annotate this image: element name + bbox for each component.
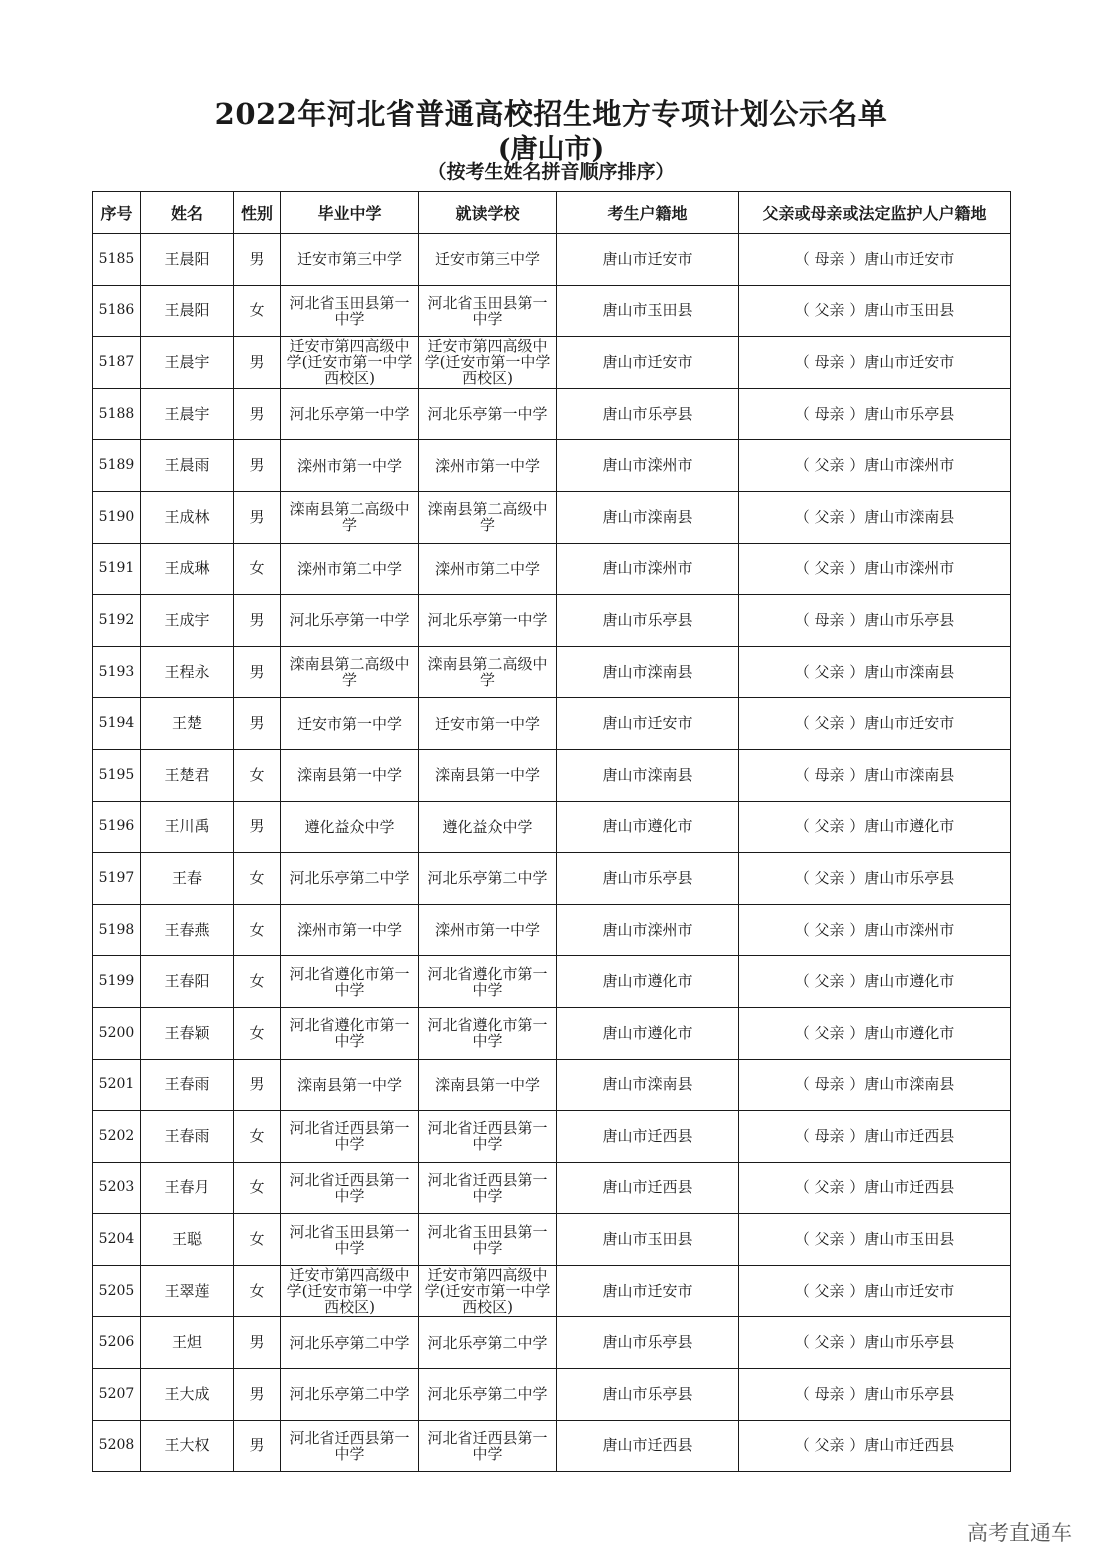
gender-cell: 女 (234, 1111, 281, 1163)
seq-cell: 5185 (93, 234, 141, 286)
seq-cell: 5204 (93, 1214, 141, 1266)
table-row (93, 1369, 1011, 1421)
current-school-cell: 滦州市第一中学 (419, 904, 557, 956)
grad-school-cell: 滦南县第一中学 (281, 1059, 419, 1111)
grad-school-cell: 滦南县第二高级中学 (281, 646, 419, 698)
seq-cell: 5197 (93, 853, 141, 905)
gender-cell: 男 (234, 595, 281, 647)
current-school-cell: 河北省遵化市第一中学 (419, 1007, 557, 1059)
residence-cell: 唐山市玉田县 (557, 285, 739, 337)
residence-cell: 唐山市滦州市 (557, 543, 739, 595)
column-header: 毕业中学 (281, 192, 419, 234)
guardian-residence-cell: （ 母亲 ）唐山市迁安市 (739, 337, 1011, 389)
residence-cell: 唐山市遵化市 (557, 1007, 739, 1059)
name-cell: 王晨阳 (141, 285, 234, 337)
residence-cell: 唐山市迁西县 (557, 1111, 739, 1163)
seq-cell: 5188 (93, 388, 141, 440)
gender-cell: 男 (234, 234, 281, 286)
grad-school-cell: 河北乐亭第二中学 (281, 853, 419, 905)
grad-school-cell: 遵化益众中学 (281, 801, 419, 853)
grad-school-cell: 滦南县第一中学 (281, 749, 419, 801)
current-school-cell: 迁安市第四高级中学(迁安市第一中学西校区) (419, 337, 557, 389)
grad-school-cell: 河北乐亭第一中学 (281, 388, 419, 440)
gender-cell: 女 (234, 1214, 281, 1266)
seq-cell: 5196 (93, 801, 141, 853)
current-school-cell: 滦州市第二中学 (419, 543, 557, 595)
column-header: 姓名 (141, 192, 234, 234)
table-row (93, 1111, 1011, 1163)
name-cell: 王晨阳 (141, 234, 234, 286)
seq-cell: 5193 (93, 646, 141, 698)
table-row (93, 337, 1011, 389)
seq-cell: 5187 (93, 337, 141, 389)
gender-cell: 女 (234, 853, 281, 905)
residence-cell: 唐山市滦州市 (557, 440, 739, 492)
residence-cell: 唐山市遵化市 (557, 801, 739, 853)
table-row (93, 234, 1011, 286)
table-row (93, 801, 1011, 853)
current-school-cell: 遵化益众中学 (419, 801, 557, 853)
admission-list-table (92, 191, 1011, 1472)
table-row (93, 904, 1011, 956)
grad-school-cell: 河北乐亭第二中学 (281, 1317, 419, 1369)
grad-school-cell: 迁安市第三中学 (281, 234, 419, 286)
table-row (93, 1007, 1011, 1059)
grad-school-cell: 迁安市第四高级中学(迁安市第一中学西校区) (281, 337, 419, 389)
current-school-cell: 河北乐亭第二中学 (419, 853, 557, 905)
current-school-cell: 河北省玉田县第一中学 (419, 285, 557, 337)
guardian-residence-cell: （ 母亲 ）唐山市滦南县 (739, 1059, 1011, 1111)
seq-cell: 5201 (93, 1059, 141, 1111)
city-subtitle: (唐山市) (497, 134, 605, 165)
grad-school-cell: 迁安市第一中学 (281, 698, 419, 750)
guardian-residence-cell: （ 父亲 ）唐山市玉田县 (739, 285, 1011, 337)
residence-cell: 唐山市迁西县 (557, 1162, 739, 1214)
seq-cell: 5191 (93, 543, 141, 595)
current-school-cell: 滦南县第一中学 (419, 1059, 557, 1111)
table-row (93, 440, 1011, 492)
residence-cell: 唐山市滦州市 (557, 904, 739, 956)
residence-cell: 唐山市滦南县 (557, 491, 739, 543)
current-school-cell: 滦南县第二高级中学 (419, 646, 557, 698)
grad-school-cell: 迁安市第四高级中学(迁安市第一中学西校区) (281, 1265, 419, 1317)
current-school-cell: 迁安市第三中学 (419, 234, 557, 286)
name-cell: 王楚君 (141, 749, 234, 801)
name-cell: 王春雨 (141, 1111, 234, 1163)
name-cell: 王晨宇 (141, 337, 234, 389)
seq-cell: 5202 (93, 1111, 141, 1163)
guardian-residence-cell: （ 父亲 ）唐山市迁西县 (739, 1420, 1011, 1472)
residence-cell: 唐山市乐亭县 (557, 1369, 739, 1421)
seq-cell: 5192 (93, 595, 141, 647)
guardian-residence-cell: （ 父亲 ）唐山市滦南县 (739, 646, 1011, 698)
gender-cell: 女 (234, 904, 281, 956)
grad-school-cell: 河北省遵化市第一中学 (281, 1007, 419, 1059)
guardian-residence-cell: （ 母亲 ）唐山市乐亭县 (739, 1369, 1011, 1421)
name-cell: 王楚 (141, 698, 234, 750)
grad-school-cell: 河北省玉田县第一中学 (281, 1214, 419, 1266)
grad-school-cell: 滦州市第二中学 (281, 543, 419, 595)
seq-cell: 5207 (93, 1369, 141, 1421)
guardian-residence-cell: （ 父亲 ）唐山市遵化市 (739, 1007, 1011, 1059)
seq-cell: 5203 (93, 1162, 141, 1214)
name-cell: 王晨雨 (141, 440, 234, 492)
current-school-cell: 河北乐亭第二中学 (419, 1369, 557, 1421)
gender-cell: 男 (234, 801, 281, 853)
gender-cell: 女 (234, 956, 281, 1008)
guardian-residence-cell: （ 母亲 ）唐山市乐亭县 (739, 595, 1011, 647)
gender-cell: 男 (234, 698, 281, 750)
gender-cell: 女 (234, 543, 281, 595)
seq-cell: 5205 (93, 1265, 141, 1317)
name-cell: 王翠莲 (141, 1265, 234, 1317)
seq-cell: 5208 (93, 1420, 141, 1472)
grad-school-cell: 河北省玉田县第一中学 (281, 285, 419, 337)
guardian-residence-cell: （ 母亲 ）唐山市乐亭县 (739, 388, 1011, 440)
column-header: 父亲或母亲或法定监护人户籍地 (739, 192, 1011, 234)
current-school-cell: 河北省迁西县第一中学 (419, 1420, 557, 1472)
gender-cell: 女 (234, 1162, 281, 1214)
seq-cell: 5199 (93, 956, 141, 1008)
table-row (93, 1265, 1011, 1317)
residence-cell: 唐山市迁西县 (557, 1420, 739, 1472)
gender-cell: 男 (234, 491, 281, 543)
table-row (93, 956, 1011, 1008)
residence-cell: 唐山市乐亭县 (557, 1317, 739, 1369)
current-school-cell: 河北省玉田县第一中学 (419, 1214, 557, 1266)
table-row (93, 853, 1011, 905)
gender-cell: 男 (234, 646, 281, 698)
seq-cell: 5190 (93, 491, 141, 543)
name-cell: 王春雨 (141, 1059, 234, 1111)
seq-cell: 5200 (93, 1007, 141, 1059)
seq-cell: 5189 (93, 440, 141, 492)
seq-cell: 5186 (93, 285, 141, 337)
residence-cell: 唐山市迁安市 (557, 337, 739, 389)
residence-cell: 唐山市迁安市 (557, 234, 739, 286)
residence-cell: 唐山市迁安市 (557, 1265, 739, 1317)
residence-cell: 唐山市遵化市 (557, 956, 739, 1008)
table-row (93, 1317, 1011, 1369)
guardian-residence-cell: （ 母亲 ）唐山市迁西县 (739, 1111, 1011, 1163)
guardian-residence-cell: （ 父亲 ）唐山市迁安市 (739, 1265, 1011, 1317)
table-row (93, 595, 1011, 647)
table-row (93, 285, 1011, 337)
table-row (93, 388, 1011, 440)
current-school-cell: 河北省遵化市第一中学 (419, 956, 557, 1008)
current-school-cell: 河北乐亭第二中学 (419, 1317, 557, 1369)
guardian-residence-cell: （ 父亲 ）唐山市乐亭县 (739, 853, 1011, 905)
guardian-residence-cell: （ 父亲 ）唐山市迁安市 (739, 698, 1011, 750)
grad-school-cell: 滦州市第一中学 (281, 440, 419, 492)
table-row (93, 646, 1011, 698)
name-cell: 王春燕 (141, 904, 234, 956)
name-cell: 王春 (141, 853, 234, 905)
gender-cell: 男 (234, 1420, 281, 1472)
gender-cell: 男 (234, 1317, 281, 1369)
guardian-residence-cell: （ 父亲 ）唐山市滦南县 (739, 491, 1011, 543)
current-school-cell: 河北省迁西县第一中学 (419, 1162, 557, 1214)
residence-cell: 唐山市乐亭县 (557, 595, 739, 647)
table-body (93, 234, 1011, 1472)
grad-school-cell: 河北省迁西县第一中学 (281, 1420, 419, 1472)
table-row (93, 1214, 1011, 1266)
name-cell: 王成宇 (141, 595, 234, 647)
grad-school-cell: 河北乐亭第二中学 (281, 1369, 419, 1421)
current-school-cell: 滦南县第一中学 (419, 749, 557, 801)
name-cell: 王春颖 (141, 1007, 234, 1059)
current-school-cell: 迁安市第一中学 (419, 698, 557, 750)
seq-cell: 5198 (93, 904, 141, 956)
column-header: 序号 (93, 192, 141, 234)
current-school-cell: 滦州市第一中学 (419, 440, 557, 492)
gender-cell: 男 (234, 388, 281, 440)
grad-school-cell: 滦南县第二高级中学 (281, 491, 419, 543)
name-cell: 王聪 (141, 1214, 234, 1266)
current-school-cell: 河北乐亭第一中学 (419, 388, 557, 440)
table-row (93, 543, 1011, 595)
guardian-residence-cell: （ 父亲 ）唐山市乐亭县 (739, 1317, 1011, 1369)
table-row (93, 491, 1011, 543)
grad-school-cell: 河北省迁西县第一中学 (281, 1111, 419, 1163)
seq-cell: 5194 (93, 698, 141, 750)
guardian-residence-cell: （ 母亲 ）唐山市滦南县 (739, 749, 1011, 801)
document-title: 2022年河北省普通高校招生地方专项计划公示名单 (214, 97, 888, 131)
current-school-cell: 迁安市第四高级中学(迁安市第一中学西校区) (419, 1265, 557, 1317)
watermark-text: 高考直通车 (967, 1521, 1072, 1545)
column-header: 性别 (234, 192, 281, 234)
residence-cell: 唐山市滦南县 (557, 749, 739, 801)
name-cell: 王大成 (141, 1369, 234, 1421)
residence-cell: 唐山市乐亭县 (557, 853, 739, 905)
gender-cell: 男 (234, 1059, 281, 1111)
table-header-row (93, 192, 1011, 234)
name-cell: 王晨宇 (141, 388, 234, 440)
name-cell: 王成琳 (141, 543, 234, 595)
name-cell: 王春阳 (141, 956, 234, 1008)
seq-cell: 5206 (93, 1317, 141, 1369)
grad-school-cell: 河北省遵化市第一中学 (281, 956, 419, 1008)
gender-cell: 女 (234, 749, 281, 801)
gender-cell: 女 (234, 1265, 281, 1317)
gender-cell: 男 (234, 337, 281, 389)
guardian-residence-cell: （ 父亲 ）唐山市迁西县 (739, 1162, 1011, 1214)
gender-cell: 男 (234, 440, 281, 492)
gender-cell: 男 (234, 1369, 281, 1421)
residence-cell: 唐山市乐亭县 (557, 388, 739, 440)
name-cell: 王成林 (141, 491, 234, 543)
table-row (93, 749, 1011, 801)
seq-cell: 5195 (93, 749, 141, 801)
table-row (93, 698, 1011, 750)
table-row (93, 1059, 1011, 1111)
current-school-cell: 河北省迁西县第一中学 (419, 1111, 557, 1163)
name-cell: 王春月 (141, 1162, 234, 1214)
guardian-residence-cell: （ 父亲 ）唐山市遵化市 (739, 956, 1011, 1008)
guardian-residence-cell: （ 父亲 ）唐山市玉田县 (739, 1214, 1011, 1266)
name-cell: 王大权 (141, 1420, 234, 1472)
guardian-residence-cell: （ 父亲 ）唐山市滦州市 (739, 904, 1011, 956)
name-cell: 王程永 (141, 646, 234, 698)
grad-school-cell: 滦州市第一中学 (281, 904, 419, 956)
current-school-cell: 滦南县第二高级中学 (419, 491, 557, 543)
grad-school-cell: 河北乐亭第一中学 (281, 595, 419, 647)
table-row (93, 1162, 1011, 1214)
residence-cell: 唐山市滦南县 (557, 646, 739, 698)
residence-cell: 唐山市迁安市 (557, 698, 739, 750)
name-cell: 王川禹 (141, 801, 234, 853)
table-row (93, 1420, 1011, 1472)
guardian-residence-cell: （ 母亲 ）唐山市迁安市 (739, 234, 1011, 286)
name-cell: 王炟 (141, 1317, 234, 1369)
column-header: 就读学校 (419, 192, 557, 234)
gender-cell: 女 (234, 285, 281, 337)
guardian-residence-cell: （ 父亲 ）唐山市滦州市 (739, 543, 1011, 595)
residence-cell: 唐山市玉田县 (557, 1214, 739, 1266)
guardian-residence-cell: （ 父亲 ）唐山市滦州市 (739, 440, 1011, 492)
guardian-residence-cell: （ 父亲 ）唐山市遵化市 (739, 801, 1011, 853)
gender-cell: 女 (234, 1007, 281, 1059)
grad-school-cell: 河北省迁西县第一中学 (281, 1162, 419, 1214)
current-school-cell: 河北乐亭第一中学 (419, 595, 557, 647)
residence-cell: 唐山市滦南县 (557, 1059, 739, 1111)
column-header: 考生户籍地 (557, 192, 739, 234)
sort-note: （按考生姓名拼音顺序排序） (427, 161, 675, 183)
